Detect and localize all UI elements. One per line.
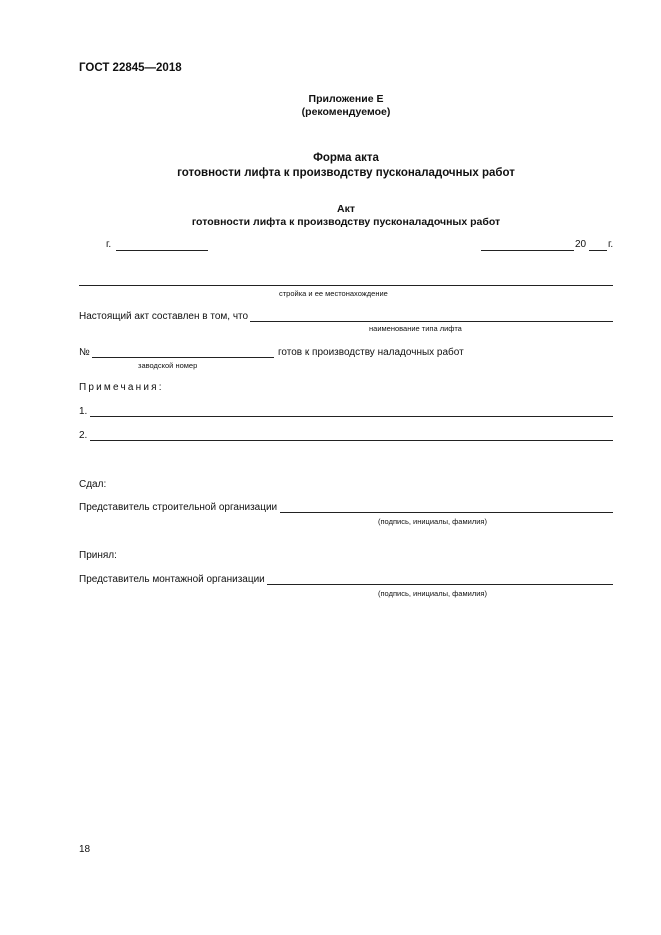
act-title: Акт — [337, 203, 355, 215]
handed-over-signature-field[interactable] — [280, 512, 613, 513]
lift-type-field[interactable] — [250, 321, 613, 322]
handed-over-caption: (подпись, инициалы, фамилия) — [378, 517, 487, 526]
note-item-1-number: 1. — [79, 406, 88, 417]
city-prefix: г. — [106, 239, 112, 250]
standard-code: ГОСТ 22845—2018 — [79, 62, 182, 74]
note-item-1-field[interactable] — [90, 416, 613, 417]
city-field[interactable] — [116, 250, 208, 251]
appendix-title: Приложение Е — [308, 93, 384, 105]
note-item-2-field[interactable] — [90, 440, 613, 441]
year-prefix: 20 — [575, 239, 587, 250]
handed-over-label: Представитель строительной организации — [79, 502, 278, 513]
serial-text: готов к производству наладочных работ — [278, 347, 464, 358]
appendix-subtitle: (рекомендуемое) — [301, 106, 391, 118]
accepted-heading: Принял: — [79, 550, 117, 561]
page-number: 18 — [79, 844, 91, 855]
notes-heading: Примечания: — [79, 382, 164, 393]
year-suffix: г. — [608, 239, 614, 250]
year-field[interactable] — [589, 250, 607, 251]
site-caption: стройка и ее местонахождение — [279, 289, 388, 298]
site-field[interactable] — [79, 285, 613, 286]
form-title: Форма акта — [313, 152, 379, 164]
serial-prefix: № — [79, 347, 90, 358]
note-item-2-number: 2. — [79, 430, 88, 441]
accepted-caption: (подпись, инициалы, фамилия) — [378, 589, 487, 598]
date-field[interactable] — [481, 250, 574, 251]
statement-text: Настоящий акт составлен в том, что — [79, 311, 249, 322]
act-subtitle: готовности лифта к производству пусконаладочных работ — [191, 216, 501, 228]
serial-number-field[interactable] — [92, 357, 274, 358]
form-subtitle: готовности лифта к производству пусконаладочных работ — [177, 167, 515, 179]
serial-caption: заводской номер — [138, 361, 198, 370]
lift-type-caption: наименование типа лифта — [369, 324, 462, 333]
accepted-signature-field[interactable] — [267, 584, 613, 585]
handed-over-heading: Сдал: — [79, 479, 107, 490]
accepted-label: Представитель монтажной организации — [79, 574, 265, 585]
